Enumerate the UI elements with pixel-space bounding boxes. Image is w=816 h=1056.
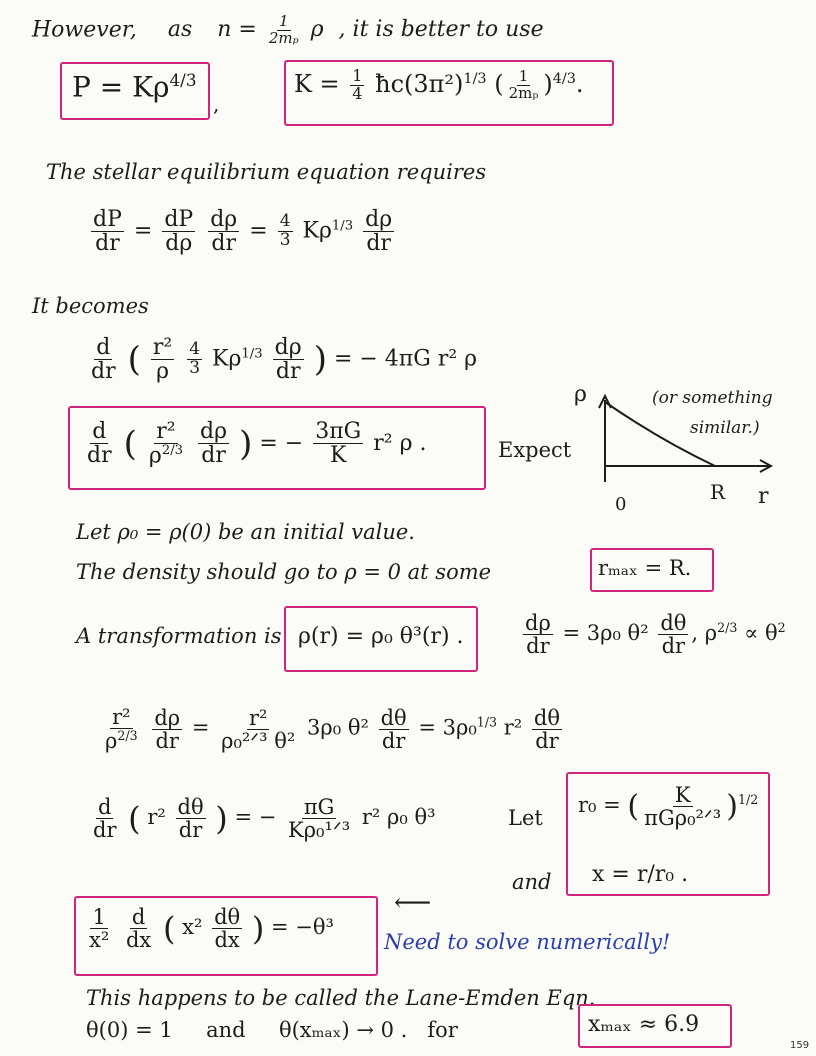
sub-s-den: ρ₀²ᐟ³ θ²	[221, 728, 296, 753]
theta-eq: = −	[234, 805, 277, 830]
becomes-d-frac	[89, 336, 118, 383]
hyd-d-den: dr	[87, 443, 112, 469]
transform-equation: ρ(r) = ρ₀ θ³(r) .	[298, 624, 464, 649]
drhodr2-frac	[363, 208, 394, 255]
hyd-open: (	[123, 423, 137, 464]
sub-t-den: dr	[381, 728, 406, 753]
becomes-open: (	[127, 339, 141, 380]
theta-open: (	[128, 799, 141, 838]
dtheta-num: dθ	[660, 611, 687, 635]
sub-t2-den: dr	[535, 728, 559, 753]
becomes-c-num: 4	[189, 339, 201, 360]
becomes-c-frac	[187, 341, 202, 378]
sub-mid: 3ρ₀ θ²	[307, 715, 369, 740]
hyd-dp-den: dr	[201, 443, 226, 469]
sub-tail: r²	[503, 715, 523, 740]
k-equation	[294, 68, 584, 103]
sub-r-num: r²	[112, 705, 131, 729]
lane-open: (	[162, 909, 176, 948]
lane-emden-equation	[84, 906, 334, 951]
becomes-dp-frac	[273, 336, 304, 383]
arrow-left-icon: ⟵	[394, 888, 432, 918]
theta-c-num: πG	[303, 795, 335, 819]
x-definition: x = r/r₀ .	[592, 862, 689, 887]
however-word: However,	[32, 17, 137, 43]
n-den: 2mₚ	[268, 28, 299, 47]
hydrostatic-equation	[82, 420, 427, 468]
lane-t-den: dx	[214, 928, 240, 953]
becomes-k: Kρ	[212, 346, 242, 372]
k-mid: ħc(3π²)	[375, 69, 464, 98]
dpdr-num: dP	[93, 207, 122, 232]
lane-close: )	[251, 909, 265, 948]
drho-num: dρ	[525, 611, 551, 635]
theta-tail: r² ρ₀ θ³	[361, 805, 436, 830]
theta-d-frac	[91, 796, 118, 841]
sub-equation	[100, 706, 565, 752]
k-mid-exp: 1/3	[463, 70, 487, 87]
drhodr-den: dr	[211, 231, 237, 257]
k-quarter-den: 4	[352, 83, 363, 103]
hyd-r-num: r²	[156, 419, 176, 444]
n-num: 1	[278, 12, 289, 30]
hyd-dp-frac	[198, 420, 229, 467]
becomes-dp-den: dr	[275, 359, 301, 385]
dpdr-eq1: =	[133, 218, 153, 244]
dpdr-eq2: =	[249, 218, 268, 244]
four-thirds-num: 4	[279, 211, 291, 232]
k-mass-den: 2mₚ	[508, 83, 539, 102]
and-text: and	[512, 870, 552, 894]
r0-den: πGρ₀²ᐟ³	[644, 806, 722, 831]
r0-equation	[578, 784, 758, 829]
sub-dp-den: dr	[155, 728, 179, 753]
r0-open: (	[627, 789, 640, 825]
comma: ,	[213, 92, 220, 116]
hyd-d-num: d	[92, 419, 107, 445]
dpdr-k: Kρ	[302, 218, 332, 244]
drho-comma: ,	[691, 621, 699, 646]
sub-dp-frac	[152, 707, 182, 752]
hyd-c-den: K	[330, 443, 347, 469]
graph-R-label: R	[710, 480, 726, 504]
r0-num: K	[674, 783, 691, 807]
k-dot: .	[575, 69, 584, 98]
lane-one-frac	[87, 906, 111, 951]
sub-r-den-exp: 2/3	[117, 728, 138, 744]
need-numeric-text: Need to solve numerically!	[384, 930, 671, 954]
lane-d-frac	[124, 906, 153, 951]
rho23-exp: 2/3	[717, 620, 738, 636]
k-end-exp: 4/3	[552, 70, 576, 87]
as-word: as	[167, 17, 193, 43]
dtheta-frac	[658, 612, 688, 657]
r0-lhs: r₀ =	[578, 793, 621, 818]
four-thirds-frac	[278, 213, 293, 250]
lane-rhs: = −θ³	[271, 915, 334, 940]
hyd-dp-num: dρ	[200, 419, 228, 445]
graph-x-label: r	[758, 484, 769, 509]
sub-t2-frac	[532, 707, 562, 752]
theta-t-num: dθ	[177, 795, 204, 819]
boundary-conditions: θ(0) = 1 and θ(xₘₐₓ) → 0 . for	[86, 1018, 458, 1042]
hyd-c-num: 3πG	[315, 419, 362, 445]
lane-inner: x²	[182, 915, 203, 940]
theta-d-den: dr	[93, 818, 117, 843]
theta-c-den: Kρ₀¹ᐟ³	[288, 818, 351, 843]
dpdr-frac	[91, 208, 124, 255]
becomes-r-frac	[151, 336, 174, 383]
expect-text: Expect	[498, 438, 572, 462]
pressure-lhs: P = Kρ	[72, 70, 170, 104]
k-open: (	[494, 69, 504, 98]
drho-den: dr	[526, 634, 550, 659]
drhodr-num: dρ	[210, 207, 238, 232]
n-rho: ρ	[310, 17, 324, 43]
hyd-close: )	[239, 423, 253, 464]
lane-d-num: d	[131, 905, 146, 929]
theta-inner: r²	[147, 805, 166, 830]
sub-t-num: dθ	[380, 705, 407, 730]
theta-d-num: d	[98, 795, 112, 819]
theta-close: )	[215, 799, 228, 838]
becomes-k-exp: 1/3	[241, 346, 263, 362]
lane-x2: x²	[89, 928, 110, 953]
hyd-r-den-exp: 2/3	[161, 443, 184, 459]
density-text: The density should go to ρ = 0 at some	[76, 560, 492, 584]
dpdrho-frac	[162, 208, 195, 255]
r0-frac	[642, 784, 723, 829]
drho-rhs: = 3ρ₀ θ²	[562, 621, 649, 646]
k-mass-frac	[507, 69, 541, 102]
theta-t-frac	[176, 796, 206, 841]
theta-equation	[88, 796, 436, 841]
becomes-text: It becomes	[32, 294, 149, 318]
becomes-equation	[86, 336, 477, 383]
hyd-r-den-wrap	[147, 444, 185, 467]
let2-text: Let	[508, 806, 543, 830]
drho-frac	[523, 612, 553, 657]
page-number: 159	[790, 1040, 810, 1051]
n-fraction	[267, 14, 301, 47]
prop-theta-exp: 2	[777, 620, 786, 636]
sub-r-den: ρ	[105, 729, 118, 754]
k-lhs: K =	[294, 69, 348, 98]
sub-r-frac	[103, 706, 140, 752]
theta-t-den: dr	[178, 818, 203, 843]
hyd-eq: = −	[259, 430, 304, 456]
becomes-r-num: r²	[152, 335, 173, 360]
sub-t-frac	[379, 707, 409, 752]
n-lhs: n =	[217, 17, 257, 43]
k-quarter-num: 1	[352, 66, 363, 85]
dpdr-equation	[88, 208, 397, 255]
drhodr2-den: dr	[366, 231, 391, 257]
better-text: , it is better to use	[338, 17, 544, 43]
r0-close: )	[726, 789, 738, 825]
hyd-tail: r² ρ .	[373, 430, 427, 456]
sub-s-num: r²	[248, 705, 268, 730]
sub-exp: 1/3	[476, 714, 498, 730]
dtheta-den: dr	[661, 634, 686, 659]
dpdrho-num: dP	[164, 207, 194, 232]
pressure-exp: 4/3	[169, 70, 197, 90]
drhodr2-num: dρ	[365, 207, 393, 232]
transform-text: A transformation is	[76, 624, 282, 648]
xmax-equation: xₘₐₓ ≈ 6.9	[588, 1012, 700, 1037]
let-rho0-text: Let ρ₀ = ρ(0) be an initial value.	[76, 520, 415, 544]
rho23: ρ	[704, 621, 718, 646]
hyd-d-frac	[85, 420, 114, 467]
pressure-equation	[72, 70, 197, 103]
lane-d-den: dx	[125, 928, 152, 953]
stellar-text: The stellar equilibrium equation requires	[46, 160, 487, 184]
lane-emden-text: This happens to be called the Lane-Emden Eqn.	[86, 986, 596, 1010]
lane-t-num: dθ	[214, 905, 241, 929]
sub-eq2: = 3ρ₀	[418, 715, 477, 740]
intro-line	[32, 14, 544, 47]
sub-s-frac	[219, 707, 297, 752]
becomes-d-den: dr	[91, 359, 116, 385]
becomes-dp-num: dρ	[274, 335, 302, 360]
four-thirds-den: 3	[279, 230, 291, 251]
r0-exp: 1/2	[737, 792, 759, 808]
n-equation	[217, 12, 330, 47]
lane-t-frac	[212, 906, 242, 951]
becomes-rhs: = − 4πG r² ρ	[333, 346, 478, 372]
k-quarter	[350, 68, 364, 103]
becomes-d-num: d	[96, 335, 111, 360]
becomes-c-den: 3	[189, 358, 201, 379]
dpdr-den: dr	[95, 231, 120, 257]
lane-one: 1	[92, 905, 106, 929]
sub-t2-num: dθ	[533, 705, 560, 730]
graph-y-label: ρ	[574, 382, 587, 407]
sub-r-den-wrap	[103, 729, 140, 752]
hyd-r-den: ρ	[148, 443, 162, 469]
drho-equation	[520, 612, 786, 657]
rmax-equation: rₘₐₓ = R.	[598, 556, 692, 580]
dpdrho-den: dρ	[165, 231, 193, 257]
sub-dp-num: dρ	[154, 705, 181, 730]
graph-note-1: (or something	[652, 388, 773, 408]
drhodr-frac	[208, 208, 239, 255]
sub-eq1: =	[191, 715, 210, 740]
theta-c-frac	[286, 796, 352, 841]
becomes-close: )	[313, 339, 327, 380]
graph-note-2: similar.)	[690, 418, 760, 438]
dpdr-k-exp: 1/3	[331, 218, 354, 234]
k-mass-num: 1	[518, 67, 529, 86]
graph-origin: 0	[615, 494, 627, 515]
hyd-c-frac	[313, 420, 363, 467]
hyd-r-frac	[147, 420, 185, 468]
k-close: )	[543, 69, 553, 98]
becomes-r-den: ρ	[156, 359, 170, 385]
prop-theta: ∝ θ	[744, 621, 778, 646]
